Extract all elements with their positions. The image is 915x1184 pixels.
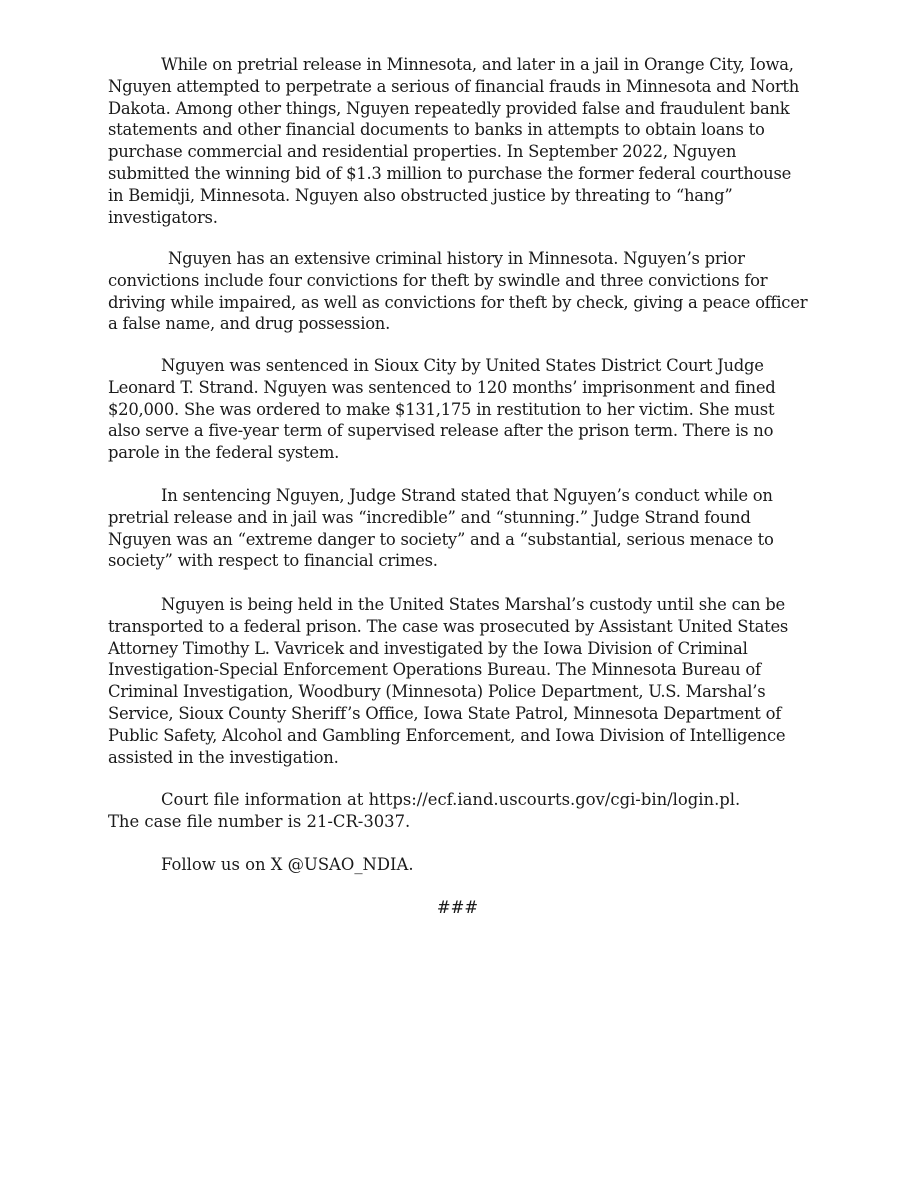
social-follow — [108, 854, 808, 876]
paragraph-sentencing — [108, 355, 808, 464]
paragraph-text: While on pretrial release in Minnesota, and later in a jail in Orange City, Iowa, Nguyen attempted to perpetrate a serious of financial frauds in Minnesota and North Dakota. Among other things, Nguyen repeatedly provided false and fraudulent bank statements and other financial documents to banks in attempts to obtain loans to purchase commercial and residential properties. In September 2022, Nguyen submitted the winning bid of $1.3 million to purchase the former federal courthouse in Bemidji, Minnesota. Nguyen also obstructed justice by threating to “hang” investigators. — [108, 55, 800, 227]
court-file-link-line[interactable]: Court file information at https://ecf.iand.uscourts.gov/cgi-bin/login.pl. — [161, 790, 741, 809]
paragraph-text: Nguyen has an extensive criminal history in Minnesota. Nguyen’s prior convictions include four convictions for theft by swindle and three convictions for driving while impaired, as well as convictions for theft by check, giving a peace officer a false name, and drug possession. — [108, 249, 808, 334]
paragraph-custody-prosecution — [108, 594, 808, 768]
paragraph-pretrial-fraud — [108, 54, 808, 228]
paragraph-text: Nguyen was sentenced in Sioux City by United States District Court Judge Leonard T. Strand. Nguyen was sentenced to 120 months’ imprisonment and fined $20,000. She was ordered to make $131,175 in restitution to her victim. She must also serve a five-year term of supervised release after the prison term. There is no parole in the federal system. — [108, 356, 776, 463]
case-number-line: The case file number is 21-CR-3037. — [108, 811, 411, 831]
court-file-info — [108, 789, 808, 833]
paragraph-judge-statement — [108, 485, 808, 572]
paragraph-criminal-history — [108, 248, 808, 335]
paragraph-text: Nguyen is being held in the United States Marshal’s custody until she can be transported to a federal prison. The case was prosecuted by Assistant United States Attorney Timothy L. Vavricek and investigated by the Iowa Division of Criminal Investigation-Special Enforcement Operations Bureau. The Minnesota Bureau of Criminal Investigation, Woodbury (Minnesota) Police Department, U.S. Marshal’s Service, Sioux County Sheriff’s Office, Iowa State Patrol, Minnesota Department of Public Safety, Alcohol and Gambling Enforcement, and Iowa Division of Intelligence assisted in the investigation. — [108, 595, 789, 767]
follow-line[interactable]: Follow us on X @USAO_NDIA. — [161, 855, 414, 874]
end-mark — [0, 897, 915, 919]
paragraph-text: In sentencing Nguyen, Judge Strand stated that Nguyen’s conduct while on pretrial release and in jail was “incredible” and “stunning.” Judge Strand found Nguyen was an “extreme danger to society” and a “substantial, serious menace to society” with respect to financial crimes. — [108, 486, 774, 571]
end-mark-text: ### — [436, 898, 479, 917]
